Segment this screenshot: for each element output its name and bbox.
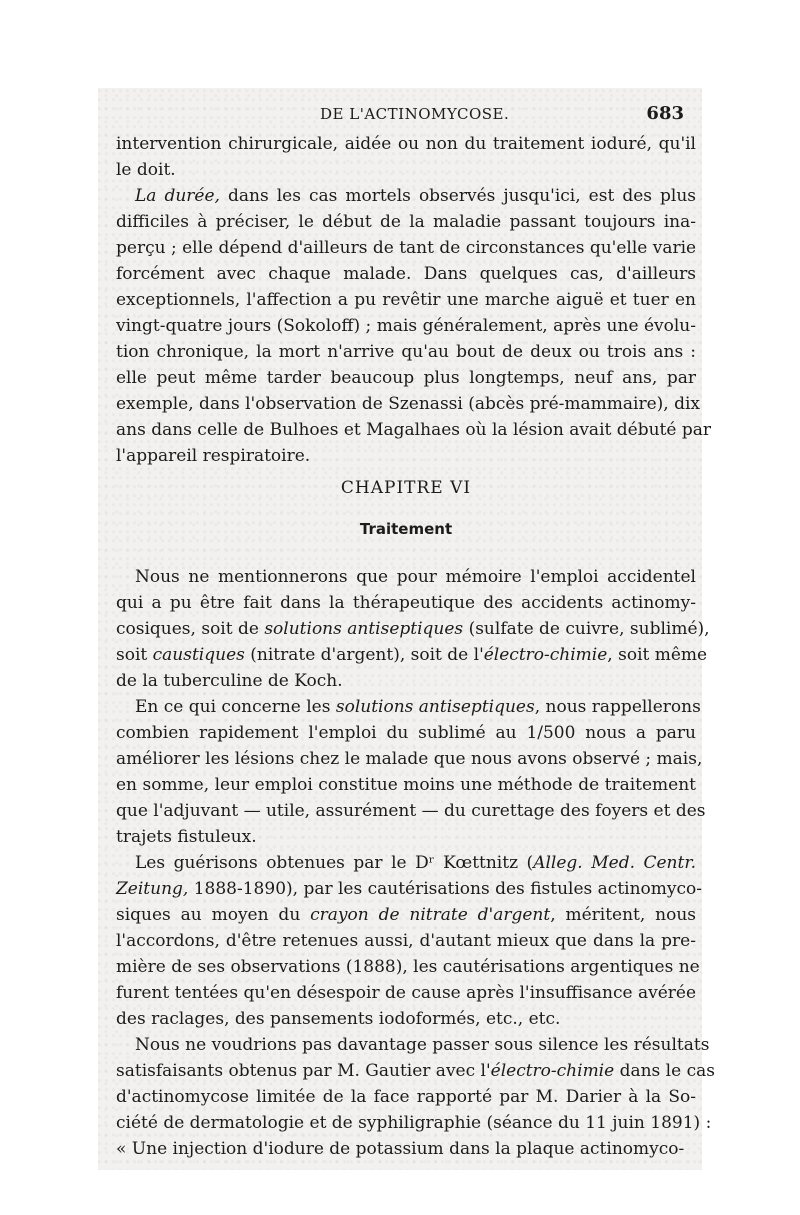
text-line: perçu ; elle dépend d'ailleurs de tant de circonstances qu'elle varie [116, 238, 697, 258]
paragraph [116, 694, 706, 850]
text-line: tion chronique, la mort n'arrive qu'au bout de deux ou trois ans : [116, 342, 696, 362]
text-line: vingt-quatre jours (Sokoloff) ; mais généralement, après une évolu- [116, 316, 696, 336]
text-line: de la tuberculine de Koch. [116, 671, 343, 691]
text-line: furent tentées qu'en désespoir de cause après l'insuffisance avérée [116, 983, 696, 1003]
text-line: cosiques, soit de solutions antiseptiques (sulfate de cuivre, sublimé), [116, 619, 710, 639]
paragraph [116, 564, 710, 694]
text-line: forcément avec chaque malade. Dans quelques cas, d'ailleurs [116, 264, 696, 284]
text-line: Les guérisons obtenues par le Dʳ Kœttnitz (Alleg. Med. Centr. [135, 853, 697, 873]
text-line: des raclages, des pansements iodoformés, etc., etc. [116, 1009, 561, 1029]
paragraph [116, 850, 702, 1032]
text-line: elle peut même tarder beaucoup plus longtemps, neuf ans, par [116, 368, 696, 388]
body-text-top [116, 131, 711, 469]
text-line: que l'adjuvant — utile, assurément — du curettage des foyers et des [116, 801, 706, 821]
text-line: En ce qui concerne les solutions antiseptiques, nous rappellerons [135, 697, 701, 717]
body-text-bottom [116, 564, 715, 1162]
text-line: Nous ne voudrions pas davantage passer sous silence les résultats [135, 1035, 710, 1055]
text-line: d'actinomycose limitée de la face rapporté par M. Darier à la So- [116, 1087, 696, 1107]
paragraph [116, 131, 696, 183]
italic-text: La durée, [135, 186, 220, 206]
text-line: La durée, dans les cas mortels observés jusqu'ici, est des plus [135, 186, 697, 206]
italic-text: électro-chimie [483, 645, 608, 665]
italic-text: solutions antiseptiques [264, 619, 464, 639]
text-line: difficiles à préciser, le début de la maladie passant toujours ina- [116, 212, 696, 232]
running-title: DE L'ACTINOMYCOSE. [320, 105, 510, 123]
chapter-heading: CHAPITRE VI [340, 478, 472, 498]
text-line: mière de ses observations (1888), les cautérisations argentiques ne [116, 957, 700, 977]
text-line: combien rapidement l'emploi du sublimé au 1/500 nous a paru [116, 723, 696, 743]
text-line: satisfaisants obtenus par M. Gautier avec l'électro-chimie dans le cas [116, 1061, 715, 1081]
text-line: en somme, leur emploi constitue moins une méthode de traitement [116, 775, 696, 795]
text-line: siques au moyen du crayon de nitrate d'argent, méritent, nous [116, 905, 697, 925]
italic-text: électro-chimie [490, 1061, 615, 1081]
section-title: Traitement [359, 520, 453, 538]
text-line: l'appareil respiratoire. [116, 446, 311, 466]
text-line: améliorer les lésions chez le malade que nous avons observé ; mais, [116, 749, 703, 769]
italic-text: Alleg. Med. Centr. [533, 853, 697, 873]
text-line: exceptionnels, l'affection a pu revêtir une marche aiguë et tuer en [116, 290, 696, 310]
text-line: Nous ne mentionnerons que pour mémoire l'emploi accidentel [135, 567, 696, 587]
italic-text: Zeitung, [116, 879, 189, 899]
italic-text: solutions antiseptiques [335, 697, 535, 717]
text-line: intervention chirurgicale, aidée ou non du traitement ioduré, qu'il [116, 134, 696, 154]
page-number: 683 [646, 103, 684, 124]
text-line: l'accordons, d'être retenues aussi, d'autant mieux que dans la pre- [116, 931, 696, 951]
paragraph [116, 1032, 715, 1162]
text-line: soit caustiques (nitrate d'argent), soit de l'électro-chimie, soit même [116, 645, 708, 665]
text-line: trajets fistuleux. [116, 827, 257, 847]
running-head [116, 103, 696, 129]
text-line: ans dans celle de Bulhoes et Magalhaes où la lésion avait débuté par [116, 420, 711, 440]
italic-text: crayon de nitrate d'argent [310, 905, 551, 925]
text-line: Zeitung, 1888-1890), par les cautérisations des fistules actinomyco- [116, 879, 702, 899]
text-line: exemple, dans l'observation de Szenassi (abcès pré-mammaire), dix [116, 394, 701, 414]
text-line: le doit. [116, 160, 176, 180]
text-line: « Une injection d'iodure de potassium dans la plaque actinomyco- [116, 1139, 685, 1159]
text-line: qui a pu être fait dans la thérapeutique des accidents actinomy- [116, 593, 696, 613]
paragraph [116, 183, 711, 469]
text-line: ciété de dermatologie et de syphiligraphie (séance du 11 juin 1891) : [116, 1113, 712, 1133]
italic-text: caustiques [152, 645, 245, 665]
